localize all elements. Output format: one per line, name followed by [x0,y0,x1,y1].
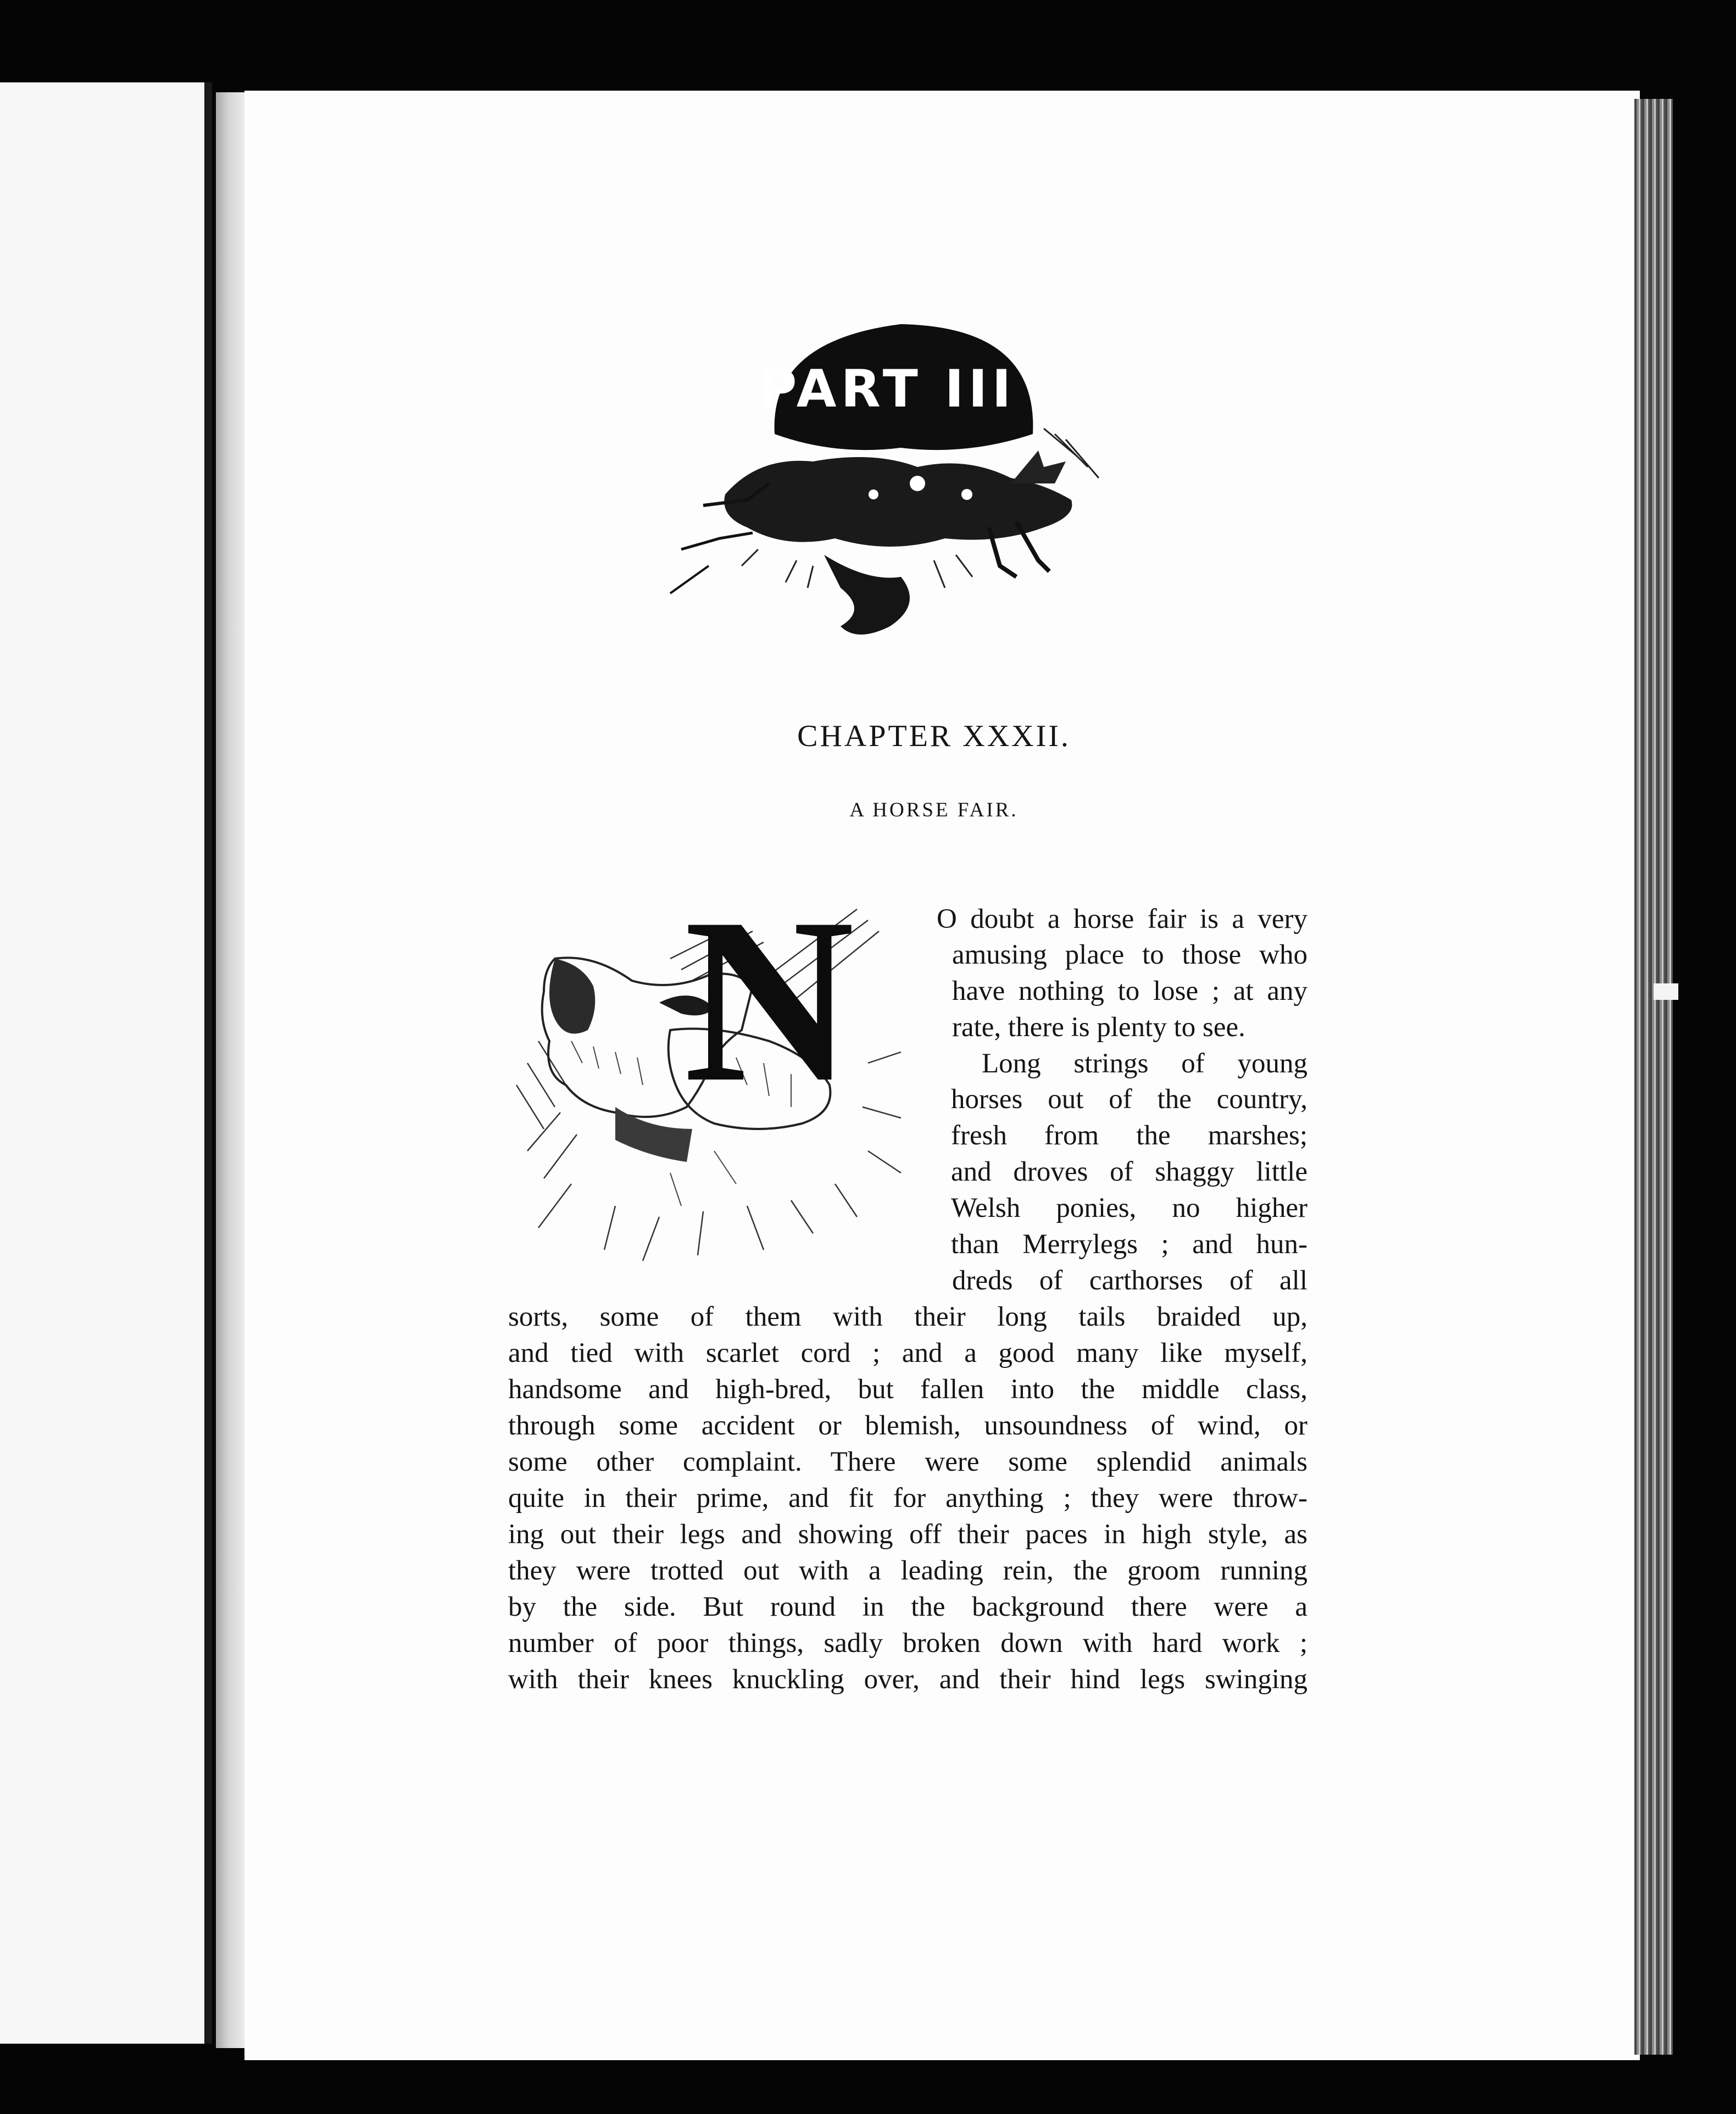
text-line: horses out of the country, [951,1084,1307,1115]
text-line: rate, there is plenty to see. [952,1012,1245,1043]
text-line: fresh from the marshes; [951,1120,1307,1151]
book-gutter [216,92,247,2048]
page-edge-tab [1654,983,1678,1000]
text-line: O doubt a horse fair is a very [937,904,1307,934]
left-facing-page [0,82,212,2044]
page-edge-stack [1634,99,1673,2055]
text-line: amusing place to those who [952,939,1307,970]
text-line: than Merrylegs ; and hun- [951,1229,1307,1260]
text-line: dreds of carthorses of all [952,1265,1307,1296]
text-line: they were trotted out with a leading rein, the groom running [508,1555,1307,1586]
text-line: with their knees knuckling over, and their hind legs swinging [508,1664,1307,1695]
text-line: quite in their prime, and fit for anything ; they were throw- [508,1483,1307,1514]
text-line: Welsh ponies, no higher [951,1193,1307,1223]
text-line: ing out their legs and showing off their paces in high style, as [508,1519,1307,1550]
text-line: Long strings of young [982,1048,1307,1079]
text-line: some other complaint. There were some splendid animals [508,1447,1307,1477]
text-line: handsome and high-bred, but fallen into the middle class, [508,1374,1307,1405]
left-page-edge [204,82,212,2044]
text-line: number of poor things, sadly broken down with hard work ; [508,1628,1307,1659]
text-line: have nothing to lose ; at any [952,976,1307,1006]
part-heading-label: PART III [759,359,1016,419]
drop-cap-illustration [505,876,923,1286]
part-heading-illustration [659,319,1165,648]
chapter-title: CHAPTER XXXII. [797,719,1071,753]
chapter-subtitle: A HORSE FAIR. [849,799,1019,821]
text-line: and tied with scarlet cord ; and a good many like myself, [508,1338,1307,1368]
drop-cap-letter: N [683,876,855,1131]
text-line: through some accident or blemish, unsoundness of wind, or [508,1410,1307,1441]
text-line: by the side. But round in the background there were a [508,1592,1307,1622]
text-line: sorts, some of them with their long tails braided up, [508,1301,1307,1332]
text-line: and droves of shaggy little [951,1156,1307,1187]
